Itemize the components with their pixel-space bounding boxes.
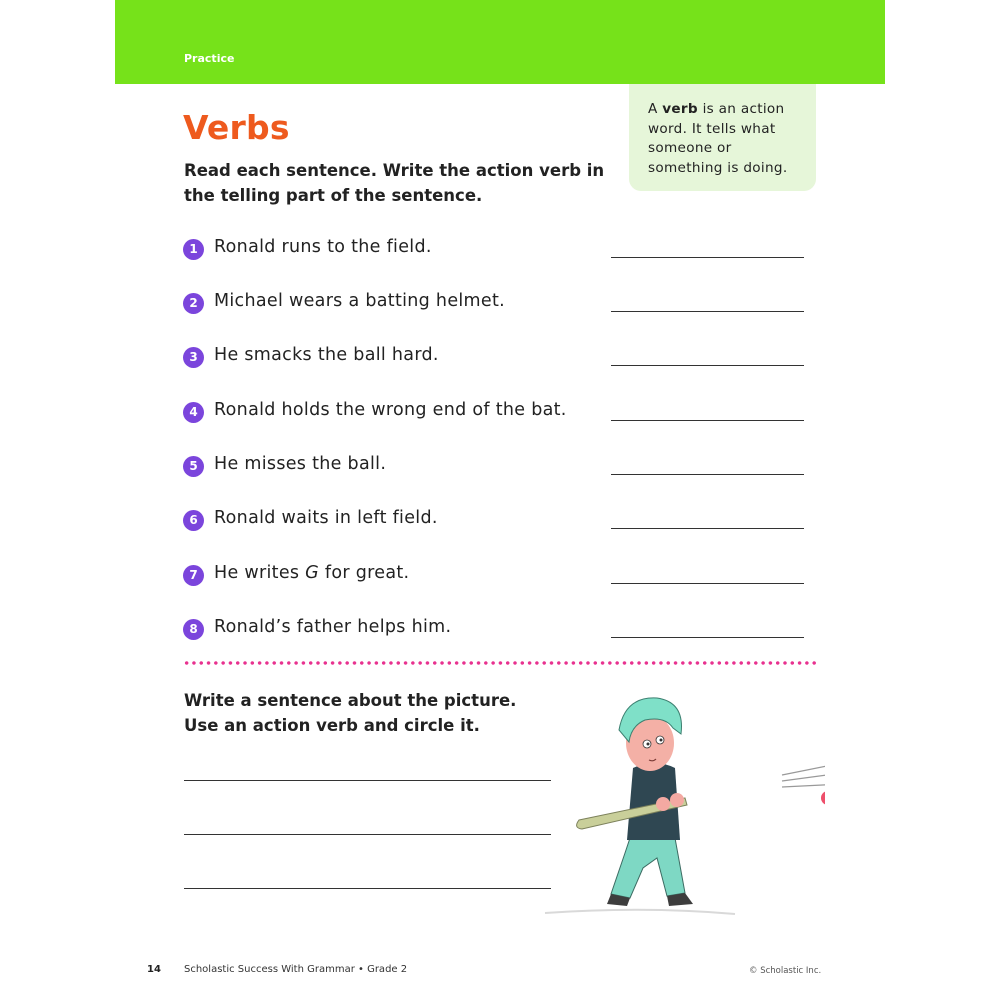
number-badge: 2 [183, 293, 204, 314]
copyright: © Scholastic Inc. [749, 966, 822, 976]
section-label: Practice [184, 52, 235, 65]
definition-box [629, 84, 816, 191]
writing-line-1[interactable] [184, 780, 551, 781]
exercise-item-8 [183, 617, 823, 641]
book-title: Scholastic Success With Grammar • Grade 2 [184, 964, 408, 975]
number-badge: 4 [183, 402, 204, 423]
tip-pre: A [648, 101, 663, 117]
exercise-item-3 [183, 345, 823, 369]
sentence-text: Michael wears a batting helmet. [214, 291, 505, 311]
sentence-text: He writes G for great. [214, 563, 410, 583]
exercise-item-1 [183, 237, 823, 261]
baseball [821, 791, 825, 805]
exercise-item-6 [183, 508, 823, 532]
exercise-item-5 [183, 454, 823, 478]
sentence-text: Ronald holds the wrong end of the bat. [214, 400, 567, 420]
instructions: Read each sentence. Write the action verb in the telling part of the sentence. [184, 161, 605, 205]
sentence-text: He misses the ball. [214, 454, 387, 474]
tip-post: is an action word. It tells what someone or something is doing. [648, 101, 788, 176]
answer-line[interactable] [611, 257, 804, 258]
writing-prompt [184, 688, 516, 738]
prompt-line-2: Use an action verb and circle it. [184, 716, 480, 735]
header-banner [115, 0, 885, 84]
number-badge: 8 [183, 619, 204, 640]
answer-line[interactable] [611, 474, 804, 475]
exercise-item-7 [183, 563, 823, 587]
answer-line[interactable] [611, 420, 804, 421]
writing-line-2[interactable] [184, 834, 551, 835]
page-number: 14 [147, 964, 161, 975]
answer-line[interactable] [611, 528, 804, 529]
answer-line[interactable] [611, 583, 804, 584]
exercise-item-2 [183, 291, 823, 315]
number-badge: 1 [183, 239, 204, 260]
dotted-divider [183, 660, 817, 666]
sentence-text: Ronald runs to the field. [214, 237, 432, 257]
page-title: Verbs [183, 108, 290, 147]
sentence-text: He smacks the ball hard. [214, 345, 439, 365]
answer-line[interactable] [611, 365, 804, 366]
worksheet-page [115, 0, 885, 1000]
number-badge: 5 [183, 456, 204, 477]
number-badge: 3 [183, 347, 204, 368]
number-badge: 6 [183, 510, 204, 531]
answer-line[interactable] [611, 311, 804, 312]
batter-illustration [535, 668, 825, 923]
answer-line[interactable] [611, 637, 804, 638]
sentence-text: Ronald waits in left field. [214, 508, 438, 528]
prompt-line-1: Write a sentence about the picture. [184, 691, 517, 710]
sentence-text: Ronald’s father helps him. [214, 617, 452, 637]
number-badge: 7 [183, 565, 204, 586]
tip-term: verb [662, 101, 698, 117]
exercise-item-4 [183, 400, 823, 424]
writing-line-3[interactable] [184, 888, 551, 889]
